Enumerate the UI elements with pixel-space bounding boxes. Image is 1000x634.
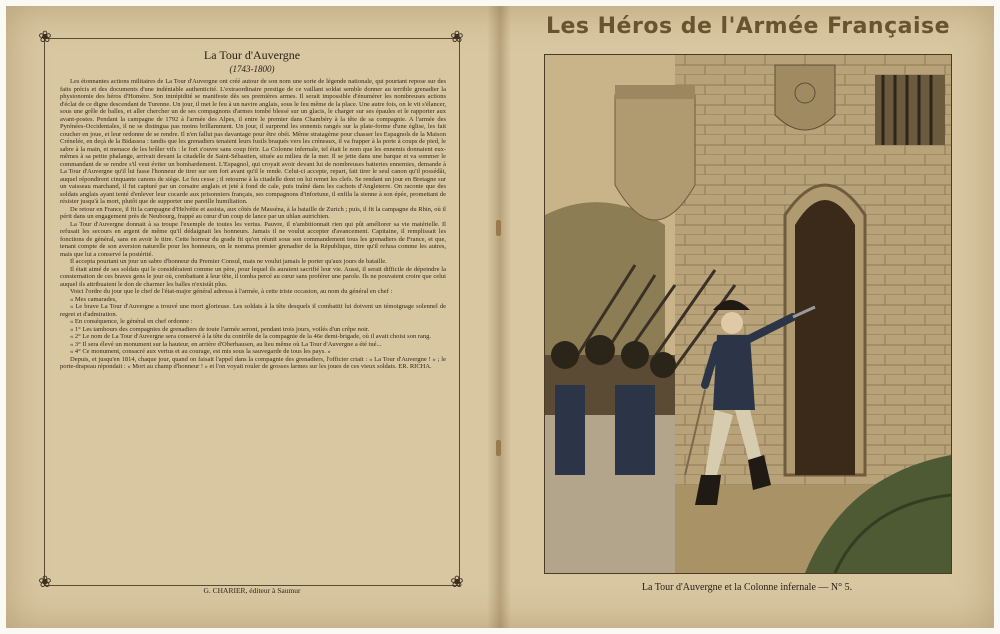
- article-paragraph: « En conséquence, le général en chef ordonne :: [70, 318, 193, 325]
- article-paragraph: La Tour d'Auvergne donnait à sa troupe l'exemple de toutes les vertus. Pauvre, il n'ambitionnait rien qui pût améliorer sa vie matérielle. Il refusait les secours en argent de même qu'il dédaignait les honneurs. Jamais il ne voulut accepter d'avancement. Capitaine, il remplissait les fonctions de général, sans en avoir le titre. Cette horreur du grade fit qu'on réunit sous son commandement tous les grenadiers de France, et que, tenant compte de son aversion naturelle pour les honneurs, on le nomma premier grenadier de la République, titre qu'il refusa comme les autres, mais que lui a conservé la postérité.: [60, 220, 446, 258]
- coat-of-arms: [775, 65, 835, 130]
- window-grille: [875, 75, 945, 145]
- staple-bottom: [496, 440, 501, 456]
- ornament-corner-icon: ❀: [38, 29, 52, 46]
- article-paragraph: « 2° Le nom de La Tour d'Auvergne sera conservé à la tête du contrôle de la compagnie de la 46e demi-brigade, où il avait choisi son rang.: [70, 333, 431, 340]
- turret-top: [615, 85, 695, 99]
- staple-top: [496, 220, 501, 236]
- article-paragraph: « 1° Les tambours des compagnies de grenadiers de toute l'armée seront, pendant trois jours, voilés d'un crêpe noir.: [70, 325, 370, 333]
- door: [795, 200, 855, 475]
- article-paragraph: « 4° Ce monument, consacré aux vertus et au courage, est mis sous la sauvegarde de tous les pays. »: [70, 348, 331, 355]
- article-paragraph: « Le brave La Tour d'Auvergne a trouvé une mort glorieuse. Les soldats à la tête desquels il combattit lui doivent un témoignage solennel de regret et d'admiration.: [60, 303, 446, 318]
- publisher-line: G. CHARIER, éditeur à Saumur: [203, 586, 301, 595]
- article-paragraph: Il accepta pourtant un jour un sabre d'honneur du Premier Consul, mais ne voulut jamais le porter qu'aux jours de bataille.: [70, 258, 387, 265]
- article-paragraph: De retour en France, il fit la campagne d'Helvétie et assista, aux côtés de Masséna, à la bataille de Zurich ; puis, il fit la campagne du Rhin, où il périt dans un engagement près de Neubourg, frappé au cœur d'un coup de lance par un uhlan autrichien.: [60, 205, 446, 220]
- article-paragraph: « Mes camarades,: [70, 295, 117, 303]
- cover-title: Les Héros de l'Armée Française: [545, 14, 951, 39]
- ornament-corner-icon: ❀: [38, 574, 52, 591]
- soldier-at-fortress-door-illustration: [545, 55, 951, 573]
- center-fold: [487, 6, 511, 628]
- article-paragraph: « 3° Il sera élevé un monument sur la hauteur, en arrière d'Oberhausen, au lieu même où La Tour d'Auvergne a été tué...: [70, 340, 382, 348]
- ornament-corner-icon: ❀: [450, 574, 464, 591]
- article-dates: (1743-1800): [229, 64, 275, 74]
- turret: [615, 95, 695, 220]
- article-paragraph: Voici l'ordre du jour que le chef de l'état-major général adressa à l'armée, à cette triste occasion, au nom du général en chef :: [70, 288, 393, 295]
- article-paragraph: Depuis, et jusqu'en 1814, chaque jour, quand on faisait l'appel dans la compagnie des grenadiers, l'officier criait : « La Tour d'Auvergne ! » ; le porte-drapeau répondait : « Mort au champ d'honneur ! » et l'on voyait rouler de grosses larmes sur les joues de ces vieux soldats. ER. RICHA.: [60, 355, 446, 370]
- article-paragraph: Il était aimé de ses soldats qui le considéraient comme un père, pour lequel ils auraient sacrifié leur vie. Aussi, il serait difficile de dépeindre la consternation de ces braves gens le jour où, combattant à leur tête, il tomba percé au cœur sans proférer une parole. Ils ne pouvaient croire que celui auquel ils attribuaient le don de charmer les balles n'existât plus.: [60, 265, 446, 288]
- cover-illustration: [544, 54, 952, 574]
- grenadiers: [545, 335, 676, 573]
- article-paragraph: Les étonnantes actions militaires de La Tour d'Auvergne ont créé autour de son nom une sorte de légende nationale, qui pourtant repose sur des faits précis et des documents d'une indéniable authenticité. L'extraordinaire prestige de ce vaillant soldat semble donner au terrible grenadier la physionomie des héros d'Homère. Son intrépidité se manifeste dès ses premières armes. Il serait impossible d'énumérer les nombreuses actions d'éclat de ce digne descendant de Turenne. Un jour, il met le feu à un navire anglais, sous le feu même de la place. Une autre fois, on le vit s'élancer, sous une grêle de balles, et aller chercher un de ses compagnons d'armes tombé blessé sur un glacis, le charger sur ses épaules et le rapporter aux avant-postes. Pendant la campagne de 1792 à l'armée des Alpes, il entre le premier dans Chambéry à la tête de sa compagnie. A l'armée des Pyrénées-Occidentales, il ne se distingua pas moins brillamment. Un jour, il surprend les ennemis rangés sur la plate-forme d'une église, les fait coucher en joue, et leur ordonne de se rendre. Il n'en fallut pas davantage pour être obéi. Même stratagème pour chasser les Espagnols de la Maison Crénelée, en deçà de la Bidassoa : tandis que les grenadiers tenaient leurs fusils braqués vers les créneaux, il va frapper à la porte à coups de pied, le sabre à la main, et menace de les brûler vifs : le fort s'ouvre sans coup férir. La Colonne infernale, tel était le nom que les ennemis donnaient eux-mêmes à sa petite phalange, arrivait devant la citadelle de Saint-Sébastien, située au milieu de la mer. Il se jette dans une barque et va sommer le commandant de se rendre s'il veut éviter un bombardement. L'Espagnol, qui croyait avoir devant lui de nombreuses batteries ennemies, demande à La Tour d'Auvergne qu'il lui fasse l'honneur de tirer sur son fort avant qu'il le rende. Celui-ci accepte, repart, fait tirer le seul canon qu'il possédât, auquel répondirent cinquante canons de siège. Le feu cesse ; il retourne à la citadelle dont on lui remet les clefs. Se rendant un jour en Bretagne sur un vaisseau marchand, il fut capturé par un corsaire anglais et jeté à fond de cale, puis traîné dans les cachots d'Angleterre. On raconte que des soldats anglais ayant tenté d'enlever leur cocarde aux prisonniers français, ses compagnons d'infortune, il enfila la sienne à son épée, promettant de résister jusqu'à la mort, plutôt que de supporter une pareille humiliation.: [60, 78, 446, 205]
- ornament-corner-icon: ❀: [450, 29, 464, 46]
- illustration-caption: La Tour d'Auvergne et la Colonne infernale — N° 5.: [641, 582, 853, 593]
- article-title: La Tour d'Auvergne: [203, 48, 301, 62]
- article-body: [60, 78, 446, 578]
